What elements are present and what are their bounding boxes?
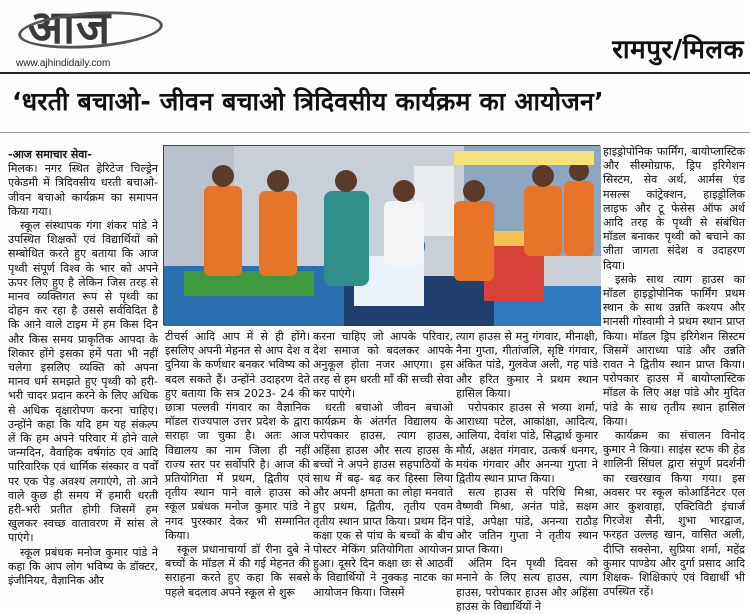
paragraph: टीचर्स आदि आप में से ही होंगे। इसलिए अपनी मेहनत से आप देश व दुनिया के कर्णधार बनकर भविष्य को बदल सकते हैं। उन्होंने उदाहरण देते हुए बताया कि सत्र 2023- 24 की छात्रा पल्लवी गंगवार का वैज्ञानिक मॉडल राज्यपाल उत्तर प्रदेश के द्वारा सराहा जा चुका है। अतः आज विद्यालय का नाम जिला ही नहीं राज्य स्तर पर सर्वोपरि है। आज की प्रतियोगिता में प्रथम, द्वितीय एवं तृतीय स्थान पाने वाले हाउस को स्कूल प्रबंधक मनोज कुमार पांडे ने नगद पुरस्कार देकर भी सम्मानित किया। xyxy=(165,330,310,542)
masthead xyxy=(0,0,750,76)
logo-text: आज xyxy=(28,0,112,54)
article-column-4 xyxy=(456,330,598,613)
paragraph: स्कूल प्रबंधक मनोज कुमार पांडे ने कहा कि आप लोग भविष्य के डॉक्टर, इंजीनियर, वैज्ञानिक और xyxy=(8,545,158,588)
paragraph: स्कूल प्रधानाचार्या डॉ रीना दुबे ने बच्चों के मॉडल में की गई मेहनत की सराहना करते हुए कहा कि सबसे पहले बदलाव अपने स्कूल से शुरू xyxy=(165,543,310,599)
masthead-divider xyxy=(0,72,750,74)
paragraph: सत्य हाउस से परिधि मिश्रा, वैष्णवी मिश्रा, अनंत पांडे, सक्षम पांडे, अपेक्षा पांडे, अनन्या राठौड़ और जतिन गुप्ता ने तृतीय स्थान प्राप्त किया। xyxy=(456,486,598,557)
paragraph: मिलक। नगर स्थित हेरिटेज चिल्ड्रेन एकेडमी में त्रिदिवसीय धरती बचाओ- जीवन बचाओ कार्यक्रम का समापन किया गया। xyxy=(8,162,158,218)
paragraph: इसके साथ त्याग हाउस का मॉडल हाइड्रोपोनिक फार्मिंग प्रथम स्थान के साथ उन्नति कश्यप और मानसी गोस्वामी ने प्रथम स्थान प्राप्त किया। मॉडल ड्रिप इरिगेशन सिस्टम जिसमें आराध्या पांडे और उन्नति रावत ने द्वितीय स्थान प्राप्त किया। परोपकार हाउस में बायोप्लास्टिक मॉडल के लिए अक्ष पांडे और मुदित पांडे के साथ तृतीय स्थान हासिल किया। xyxy=(603,272,745,428)
newspaper-logo xyxy=(28,0,112,54)
paragraph: कार्यक्रम का संचालन विनोद कुमार ने किया। साइंस स्टफ की हेड शालिनी सिंघल द्वारा संपूर्ण प्रदर्शनी का रखरखाव किया गया। इस अवसर पर स्कूल कोआर्डिनेटर एल आर कुशवाहा, एक्टिविटी इंचार्ज गिरजेश सैनी, शुभा भारद्वाज, फरहत उल्लह खान, वासित अली, दीप्ति सक्सेना, सुप्रिया शर्मा, महेंद्र कुमार पाण्डेय और दुर्गा प्रसाद आदि शिक्षक- शिक्षिकाएं एवं विद्यार्थी भी उपस्थित रहें। xyxy=(603,429,745,599)
region-label: रामपुर/मिलक xyxy=(612,35,744,65)
paragraph: स्कूल संस्थापक गंगा शंकर पांडे ने उपस्थित शिक्षकों एवं विद्यार्थियों को सम्बोधित करते हुए बताया कि आज पृथ्वी संपूर्ण विश्व के भार को अपने ऊपर लिए हुए है लेकिन जिस तरह से मानव व्यक्तिगत रूप से पृथ्वी का दोहन कर रहा है उससे सर्वविदित है कि आने वाले टाइम में हम किस दिन और किस समय प्राकृतिक आपदा के शिकार होंगे इसका हमें पता भी नहीं चलेगा इसलिए व्यक्ति को अपना मानव धर्म समझते हुए पृथ्वी को हरी- भरी चादर प्रदान करने के लिए अधिक से अधिक वृक्षारोपण करना चाहिए। उन्होंने कहा कि यदि हम यह संकल्प लें कि हम अपने परिवार में होने वाले जन्मदिन, वैवाहिक वर्षगांठ एवं आदि पारिवारिक एवं धार्मिक संस्कार व पर्वों पर एक पेड़ अवश्य लगाएंगे, तो आने वाले कुछ ही समय में हमारी धरती हरी-भरी प्रतीत होगी जिसमें हम खुलकर स्वच्छ वातावरण में सांस ले पाएंगे। xyxy=(8,219,158,545)
byline: -आज समाचार सेवा- xyxy=(8,148,92,161)
article-headline: ‘धरती बचाओ- जीवन बचाओ त्रिदिवसीय कार्यक्रम का आयोजन’ xyxy=(12,87,604,116)
students-with-models-illustration xyxy=(164,146,601,326)
paragraph: करना चाहिए जो आपके परिवार, देश समाज को बदलकर आपके अनुकूल होता नजर आएगा। इस तरह से हम धरती माँ की सच्ची सेवा कर पाएंगे। xyxy=(313,330,453,400)
paragraph: परोपकार हाउस से भव्या शर्मा, आराध्या पटेल, आकांक्षा, आदित्य, आलिया, देवांश पांडे, सिद्धार्थ कुमार मौर्य, अक्षत गंगवार, उत्कर्ष धनगर, मयंक गंगवार और अनन्या गुप्ता ने द्वितीय स्थान प्राप्त किया। xyxy=(456,401,598,486)
paragraph: हाइड्रोपोनिक फार्मिंग, बायोप्लास्टिक और सीस्मोग्राफ, ड्रिप इरिगेशन सिस्टम, सेव अर्थ, आर्मस एंड मसल्स कांट्रेक्शन, हाइड्रोलिक लाइफ और टू फेसेस ऑफ अर्थ आदि तरह के पृथ्वी से संबंधित मॉडल बनाकर पृथ्वी को बचाने का जीता जागता संदेश व उदाहरण दिया। xyxy=(603,145,745,272)
paragraph: धरती बचाओ जीवन बचाओ कार्यक्रम के अंतर्गत विद्यालय के परोपकार हाउस, त्याग हाउस, अहिंसा हाउस और सत्य हाउस के बच्चों ने अपने हाउस सहपाठियों के साथ में बढ़- बढ़ कर हिस्सा लिया और अपनी क्षमता का लोहा मनवाते हुए प्रथम, द्वितीय, तृतीय एवम तृतीय स्थान प्राप्त किया। प्रथम दिन कक्षा एक से पांच के बच्चों के बीच पोस्टर मेकिंग प्रतियोगिता आयोजन हुआ। दूसरे दिन कक्षा छः से आठवीं के विद्यार्थियों ने नुक्कड़ नाटक का आयोजन किया। जिसमें xyxy=(313,401,453,599)
article-column-3 xyxy=(313,330,453,599)
article-column-1 xyxy=(8,148,158,595)
article-column-2 xyxy=(165,330,310,599)
paragraph: त्याग हाउस से मनु गंगवार, मीनाक्षी, नैना गुप्ता, गीतांजलि, सृष्टि गंगवार, अंकित पांडे, गुलवेज अली, गह पांडे और हरित कुमार ने प्रथम स्थान हासिल किया। xyxy=(456,330,598,400)
site-url: www.ajhindidaily.com xyxy=(16,58,111,69)
headline-divider xyxy=(0,132,750,133)
article-column-5 xyxy=(603,145,745,599)
paragraph: अंतिम दिन पृथ्वी दिवस को मनाने के लिए सत्य हाउस, त्याग हाउस, परोपकार हाउस और अहिंसा हाउस के विद्यार्थियों ने xyxy=(456,557,598,613)
article-photo xyxy=(163,145,600,325)
